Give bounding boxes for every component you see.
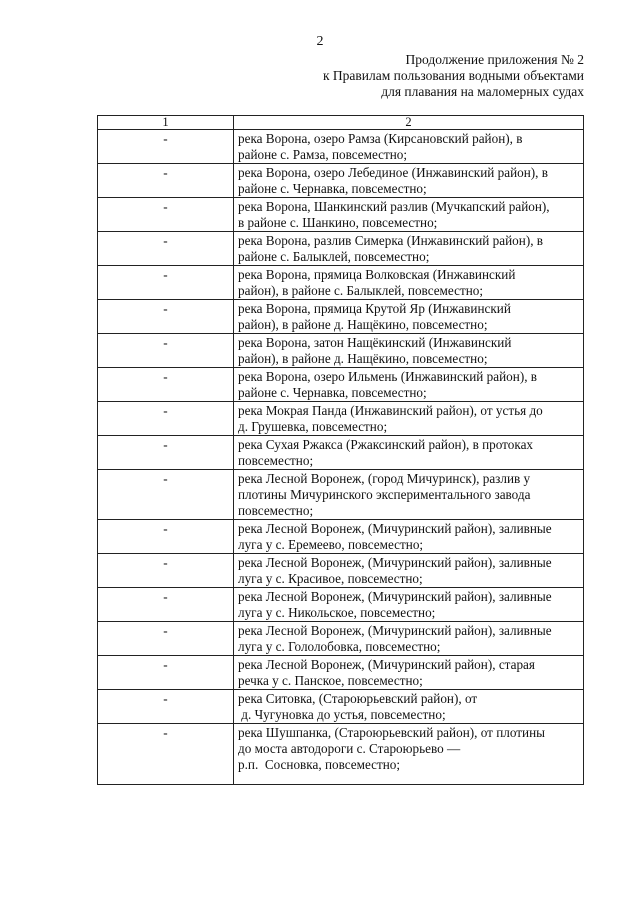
row-marker: -	[98, 300, 234, 334]
table-row	[98, 130, 584, 164]
description-line: луга у с. Никольское, повсеместно;	[238, 605, 436, 620]
row-description	[234, 554, 584, 588]
appendix-header	[323, 52, 584, 100]
column-header-2: 2	[234, 116, 584, 130]
row-description	[234, 198, 584, 232]
table-row	[98, 724, 584, 785]
description-line: луга у с. Гололобовка, повсеместно;	[238, 639, 441, 654]
table-row	[98, 198, 584, 232]
row-marker: -	[98, 436, 234, 470]
row-marker: -	[98, 334, 234, 368]
table-row	[98, 520, 584, 554]
row-description	[234, 368, 584, 402]
row-description	[234, 436, 584, 470]
description-line: в районе с. Шанкино, повсеместно;	[238, 215, 438, 230]
description-line: река Ворона, прямица Крутой Яр (Инжавинский	[238, 301, 511, 316]
row-marker: -	[98, 198, 234, 232]
description-line: р.п. Сосновка, повсеместно;	[238, 757, 401, 772]
table-row	[98, 554, 584, 588]
table-row	[98, 368, 584, 402]
description-line: река Лесной Воронеж, (Мичуринский район), заливные	[238, 555, 552, 570]
description-line: повсеместно;	[238, 453, 314, 468]
description-line: река Лесной Воронеж, (город Мичуринск), разлив у	[238, 471, 531, 486]
description-line: район), в районе с. Балыклей, повсеместно;	[238, 283, 484, 298]
row-description	[234, 300, 584, 334]
description-line: река Лесной Воронеж, (Мичуринский район), заливные	[238, 589, 552, 604]
description-line: районе с. Балыклей, повсеместно;	[238, 249, 430, 264]
row-description	[234, 520, 584, 554]
description-line: повсеместно;	[238, 503, 314, 518]
table-row	[98, 266, 584, 300]
header-line-3: для плавания на маломерных судах	[381, 84, 584, 99]
row-description	[234, 724, 584, 785]
row-description	[234, 266, 584, 300]
table-row	[98, 334, 584, 368]
description-line: д. Грушевка, повсеместно;	[238, 419, 388, 434]
table-header-row	[98, 116, 584, 130]
description-line: река Мокрая Панда (Инжавинский район), от устья до	[238, 403, 543, 418]
row-marker: -	[98, 724, 234, 785]
water-bodies-table	[97, 115, 584, 785]
description-line: река Лесной Воронеж, (Мичуринский район), заливные	[238, 521, 552, 536]
description-line: река Лесной Воронеж, (Мичуринский район), заливные	[238, 623, 552, 638]
row-marker: -	[98, 164, 234, 198]
description-line: районе с. Чернавка, повсеместно;	[238, 385, 427, 400]
row-description	[234, 656, 584, 690]
table-row	[98, 164, 584, 198]
table-row	[98, 470, 584, 520]
description-line: луга у с. Красивое, повсеместно;	[238, 571, 423, 586]
row-description	[234, 334, 584, 368]
description-line: река Ворона, прямица Волковская (Инжавинский	[238, 267, 516, 282]
description-line: район), в районе д. Нащёкино, повсеместно;	[238, 351, 488, 366]
table-row	[98, 690, 584, 724]
description-line: район), в районе д. Нащёкино, повсеместно;	[238, 317, 488, 332]
header-line-2: к Правилам пользования водными объектами	[323, 68, 584, 83]
row-marker: -	[98, 622, 234, 656]
row-marker: -	[98, 470, 234, 520]
description-line: речка у с. Панское, повсеместно;	[238, 673, 423, 688]
table-row	[98, 402, 584, 436]
column-header-1: 1	[98, 116, 234, 130]
table-row	[98, 300, 584, 334]
description-line: река Ворона, Шанкинский разлив (Мучкапский район),	[238, 199, 550, 214]
description-line: река Ворона, озеро Лебединое (Инжавинский район), в	[238, 165, 548, 180]
description-line: река Лесной Воронеж, (Мичуринский район), старая	[238, 657, 535, 672]
description-line: районе с. Рамза, повсеместно;	[238, 147, 408, 162]
description-line: д. Чугуновка до устья, повсеместно;	[238, 707, 446, 722]
row-description	[234, 164, 584, 198]
row-marker: -	[98, 588, 234, 622]
table-row	[98, 656, 584, 690]
row-marker: -	[98, 402, 234, 436]
table-body	[98, 130, 584, 785]
table-row	[98, 622, 584, 656]
row-marker: -	[98, 232, 234, 266]
description-line: река Ворона, разлив Симерка (Инжавинский район), в	[238, 233, 544, 248]
row-marker: -	[98, 266, 234, 300]
description-line: река Ворона, озеро Рамза (Кирсановский район), в	[238, 131, 523, 146]
row-marker: -	[98, 690, 234, 724]
description-line: река Ворона, озеро Ильмень (Инжавинский район), в	[238, 369, 538, 384]
description-line: плотины Мичуринского экспериментального завода	[238, 487, 531, 502]
description-line: река Ситовка, (Староюрьевский район), от	[238, 691, 478, 706]
row-marker: -	[98, 130, 234, 164]
description-line: до моста автодороги с. Староюрьево —	[238, 741, 461, 756]
row-marker: -	[98, 368, 234, 402]
description-line: районе с. Чернавка, повсеместно;	[238, 181, 427, 196]
table-row	[98, 436, 584, 470]
table-row	[98, 588, 584, 622]
row-description	[234, 690, 584, 724]
description-line: луга у с. Еремеево, повсеместно;	[238, 537, 424, 552]
description-line: река Ворона, затон Нащёкинский (Инжавинский	[238, 335, 512, 350]
row-description	[234, 622, 584, 656]
row-description	[234, 130, 584, 164]
row-description	[234, 232, 584, 266]
page-number: 2	[316, 34, 324, 49]
table-row	[98, 232, 584, 266]
row-marker: -	[98, 554, 234, 588]
description-line: река Сухая Ржакса (Ржаксинский район), в протоках	[238, 437, 534, 452]
row-description	[234, 402, 584, 436]
row-marker: -	[98, 656, 234, 690]
row-description	[234, 470, 584, 520]
header-line-1: Продолжение приложения № 2	[405, 52, 584, 67]
description-line: река Шушпанка, (Староюрьевский район), от плотины	[238, 725, 546, 740]
row-marker: -	[98, 520, 234, 554]
row-description	[234, 588, 584, 622]
